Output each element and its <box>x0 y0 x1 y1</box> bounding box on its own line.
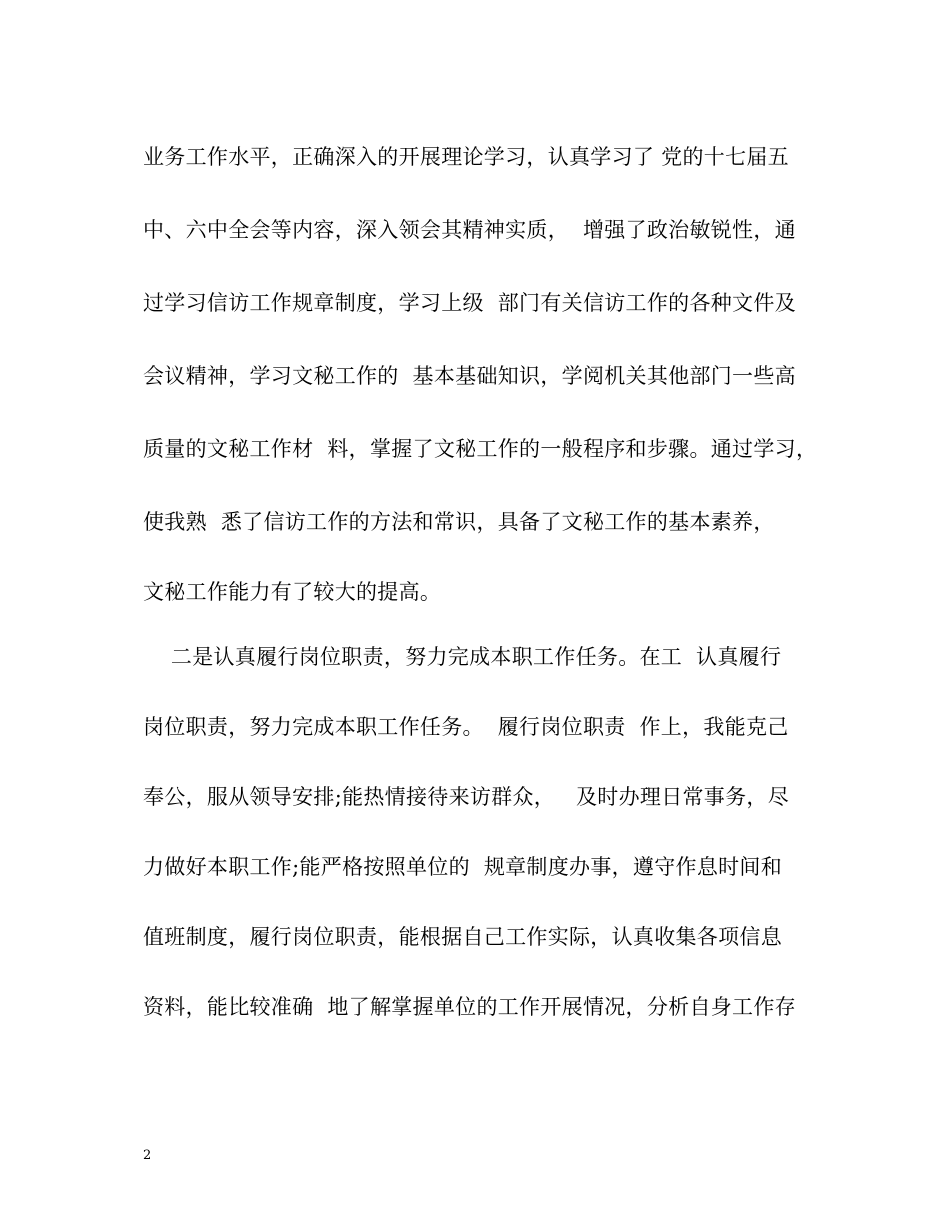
text-line: 业务工作水平，正确深入的开展理论学习，认真学习了 党的十七届五 <box>143 145 789 169</box>
text-line: 中、六中全会等内容，深入领会其精神实质， 增强了政治敏锐性，通 <box>143 218 796 242</box>
text-line: 资料，能比较准确 地了解掌握单位的工作开展情况，分析自身工作存 <box>143 995 796 1019</box>
text-line: 二是认真履行岗位职责，努力完成本职工作任务。在工 认真履行 <box>143 645 782 669</box>
text-line: 过学习信访工作规章制度，学习上级 部门有关信访工作的各种文件及 <box>143 291 796 315</box>
text-line: 值班制度，履行岗位职责，能根据自己工作实际，认真收集各项信息 <box>143 925 782 949</box>
text-line: 使我熟 悉了信访工作的方法和常识，具备了文秘工作的基本素养， <box>143 510 775 534</box>
text-line: 奉公，服从领导安排;能热情接待来访群众， 及时办理日常事务，尽 <box>143 785 789 809</box>
text-line: 岗位职责，努力完成本职工作任务。 履行岗位职责 作上，我能克己 <box>143 715 789 739</box>
page-number: 2 <box>143 1148 152 1163</box>
text-line: 质量的文秘工作材 料，掌握了文秘工作的一般程序和步骤。通过学习， <box>143 437 818 461</box>
text-line: 会议精神，学习文秘工作的 基本基础知识，学阅机关其他部门一些高 <box>143 364 796 388</box>
text-line: 力做好本职工作;能严格按照单位的 规章制度办事，遵守作息时间和 <box>143 855 783 879</box>
text-line: 文秘工作能力有了较大的提高。 <box>143 580 442 604</box>
